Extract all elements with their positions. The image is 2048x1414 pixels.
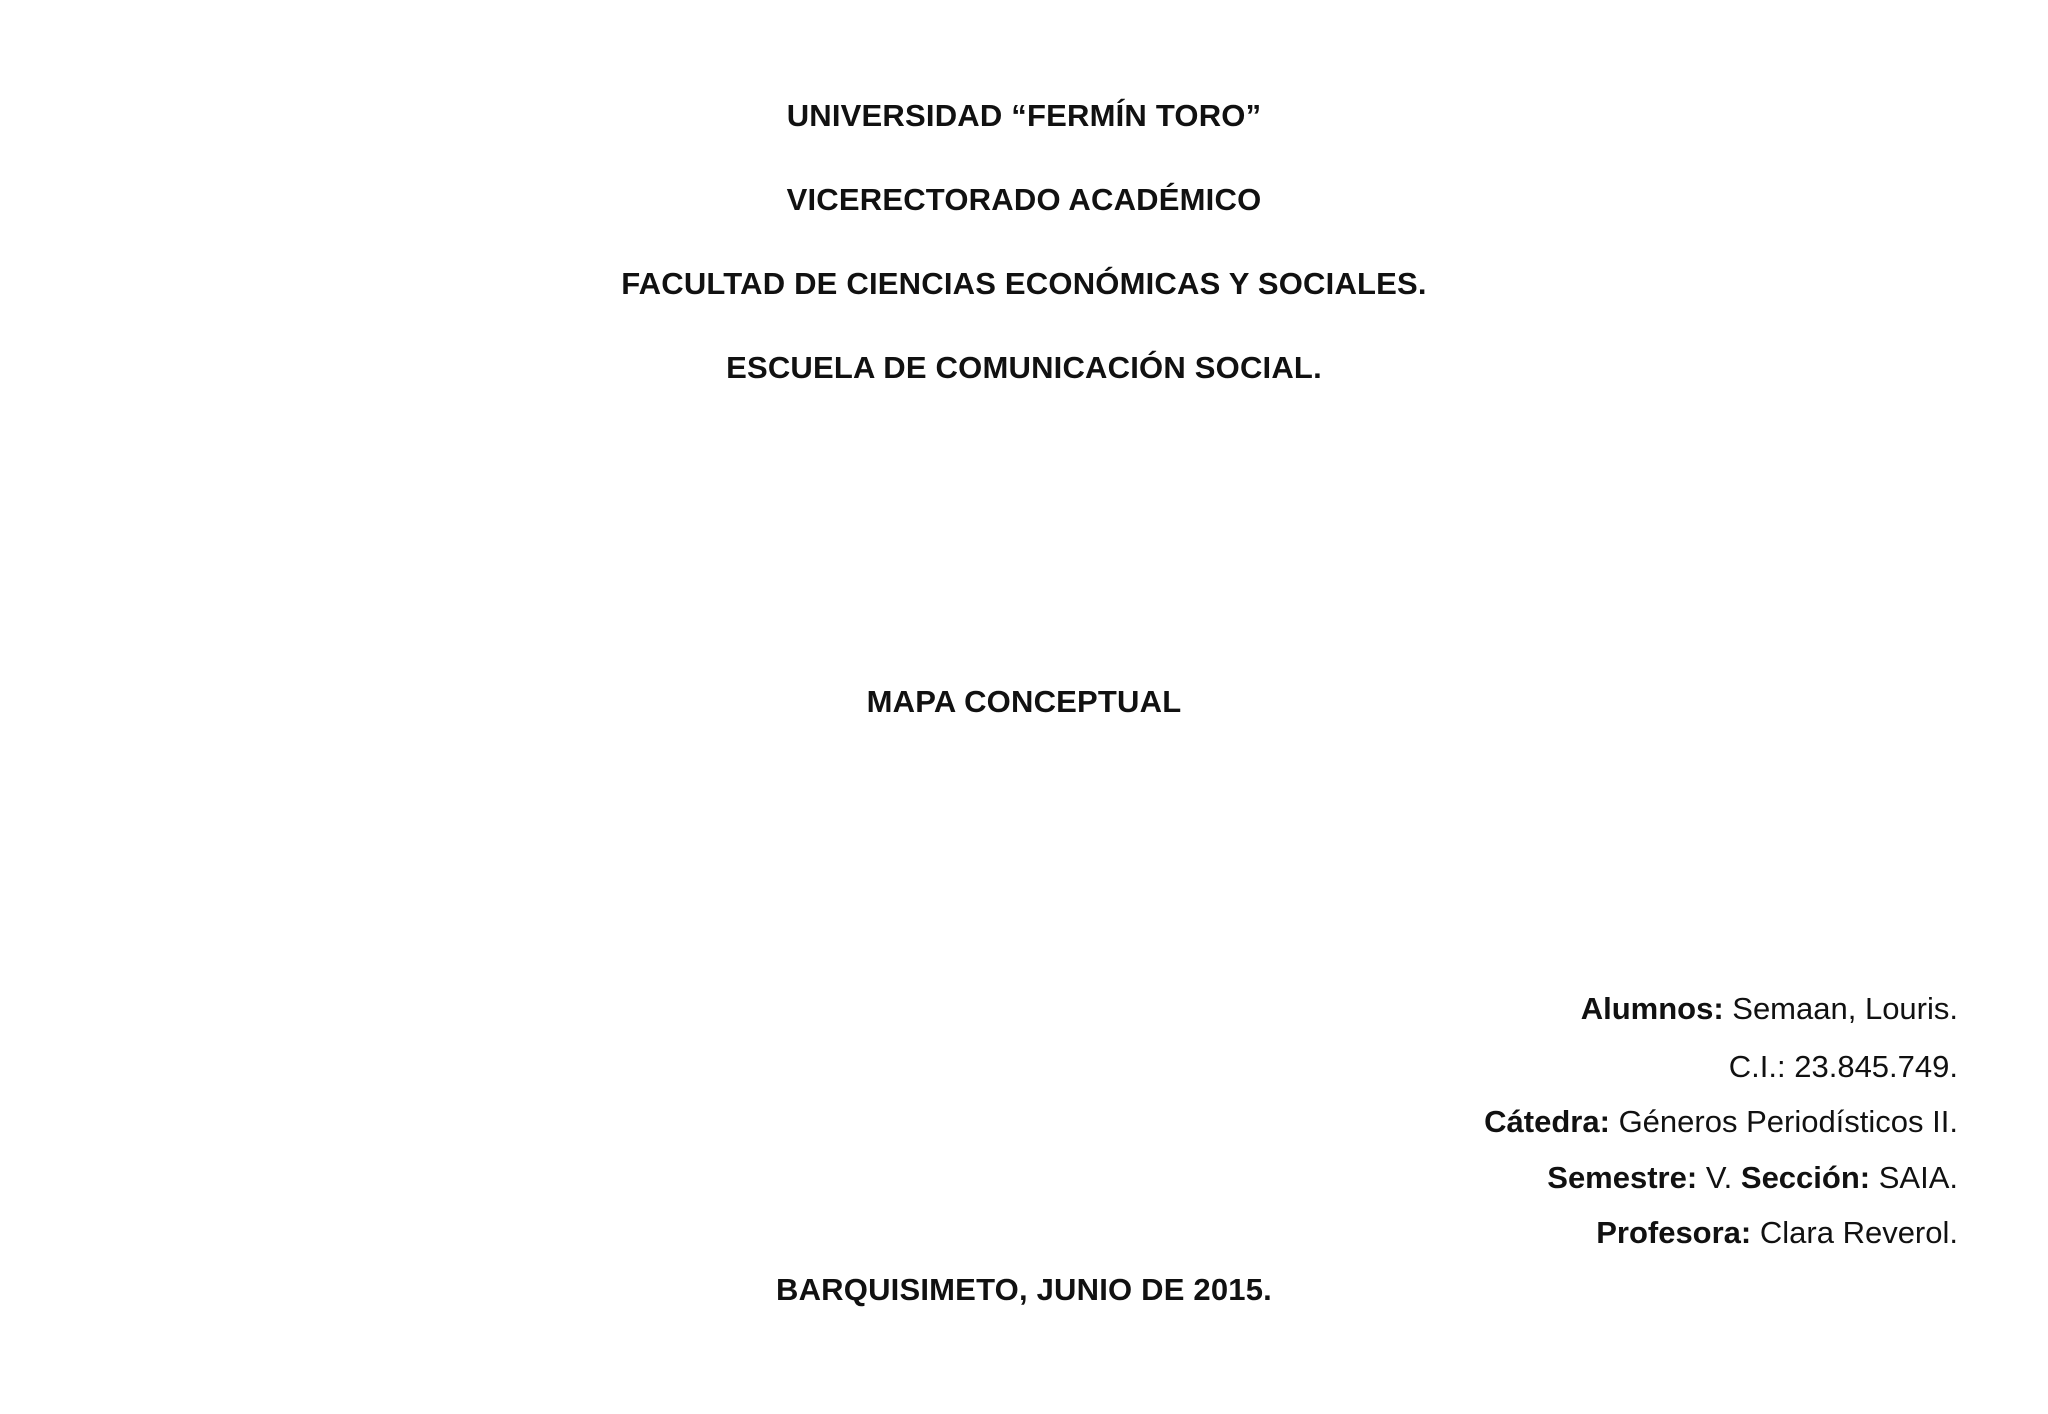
university-name: UNIVERSIDAD “FERMÍN TORO”: [786, 98, 1262, 133]
id-line: [1729, 1047, 1958, 1087]
semester-value: V.: [1705, 1160, 1733, 1195]
school-name: ESCUELA DE COMUNICACIÓN SOCIAL.: [726, 350, 1322, 385]
students-value: Semaan, Louris.: [1732, 991, 1958, 1026]
document-title: MAPA CONCEPTUAL: [866, 684, 1182, 719]
id-value: C.I.: 23.845.749.: [1728, 1049, 1958, 1084]
section-value: SAIA.: [1878, 1160, 1958, 1195]
students-label: Alumnos:: [1580, 991, 1724, 1026]
course-value: Géneros Periodísticos II.: [1618, 1104, 1958, 1139]
vicerectorate-name: VICERECTORADO ACADÉMICO: [786, 182, 1262, 217]
semester-line: [1547, 1158, 1958, 1198]
students-line: [1581, 989, 1958, 1029]
faculty-name: FACULTAD DE CIENCIAS ECONÓMICAS Y SOCIALES.: [621, 266, 1427, 301]
course-line: [1484, 1102, 1958, 1142]
place-date: BARQUISIMETO, JUNIO DE 2015.: [776, 1272, 1272, 1307]
course-label: Cátedra:: [1484, 1104, 1610, 1139]
professor-line: [1596, 1213, 1958, 1253]
professor-value: Clara Reverol.: [1759, 1215, 1958, 1250]
semester-label: Semestre:: [1547, 1160, 1698, 1195]
section-label: Sección:: [1740, 1160, 1871, 1195]
professor-label: Profesora:: [1596, 1215, 1752, 1250]
